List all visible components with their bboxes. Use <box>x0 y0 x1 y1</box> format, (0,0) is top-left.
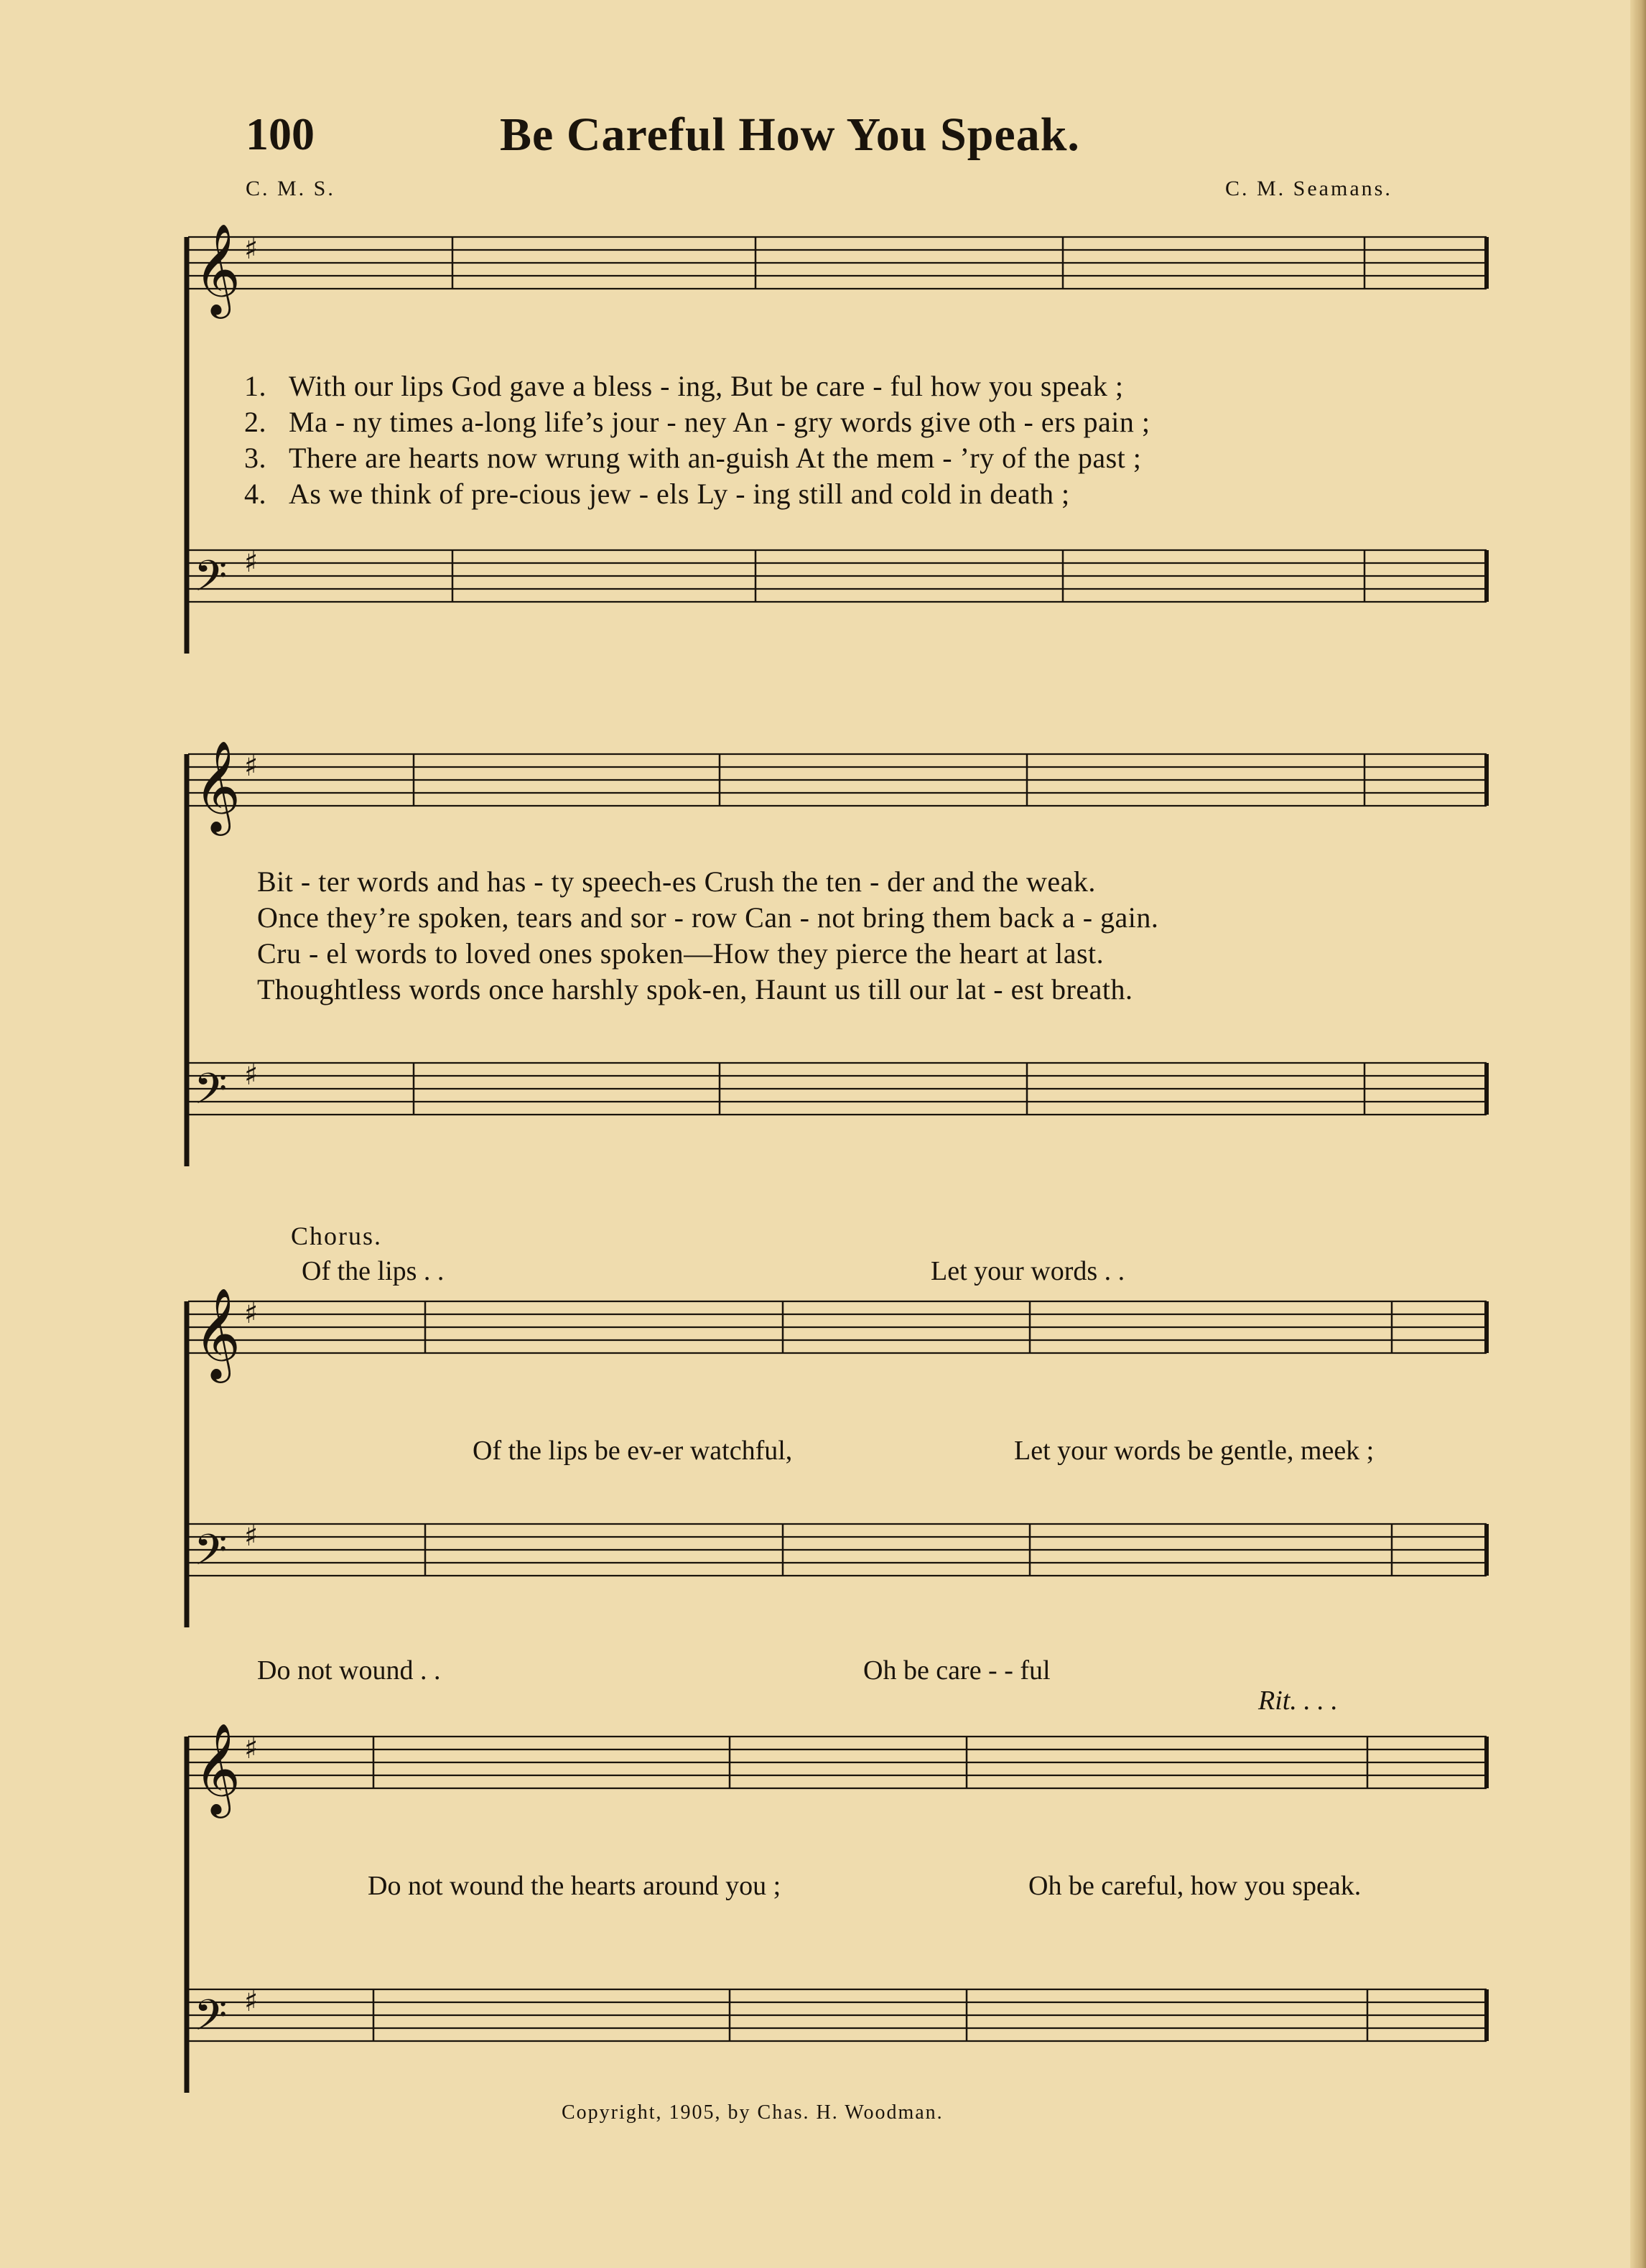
verse-line-3: 3. There are hearts now wrung with an-guish At the mem - ’ry of the past ; <box>244 442 1142 474</box>
verse-line-1: 1. With our lips God gave a bless - ing, But be care - ful how you speak ; <box>244 370 1124 402</box>
sharp-key-signature: ♯ <box>244 1732 259 1765</box>
meter-label: C. M. S. <box>246 177 335 200</box>
sharp-key-signature: ♯ <box>244 546 259 579</box>
chorus-bass-line-1: Of the lips be ev-er watchful, <box>473 1436 793 1466</box>
verse-line-2: 2. Ma - ny times a-long life’s jour - ney An - gry words give oth - ers pain ; <box>244 406 1150 438</box>
sharp-key-signature: ♯ <box>244 1520 259 1553</box>
treble-clef: 𝄞 <box>194 740 241 832</box>
chorus-cue-2b: Oh be care - - ful <box>863 1655 1051 1686</box>
hymn-number: 100 <box>246 108 315 159</box>
sharp-key-signature: ♯ <box>244 1297 259 1330</box>
composer-label: C. M. Seamans. <box>1225 177 1392 200</box>
bass-clef: 𝄢 <box>194 1990 228 2050</box>
verse2-line-2: Once they’re spoken, tears and sor - row Can - not bring them back a - gain. <box>257 901 1159 934</box>
chorus-cue-1b: Let your words . . <box>931 1256 1125 1286</box>
verse2-line-4: Thoughtless words once harshly spok-en, Haunt us till our lat - est breath. <box>257 973 1133 1005</box>
chorus-bass-line-2: Do not wound the hearts around you ; <box>368 1871 781 1901</box>
bass-clef: 𝄢 <box>194 1064 228 1124</box>
treble-clef: 𝄞 <box>194 1722 241 1814</box>
verse2-line-1: Bit - ter words and has - ty speech-es Crush the ten - der and the weak. <box>257 865 1096 898</box>
sharp-key-signature: ♯ <box>244 1985 259 2018</box>
treble-clef: 𝄞 <box>194 223 241 315</box>
bass-clef: 𝄢 <box>194 551 228 611</box>
chorus-cue-1a: Of the lips . . <box>302 1256 445 1286</box>
sharp-key-signature: ♯ <box>244 233 259 266</box>
sharp-key-signature: ♯ <box>244 750 259 783</box>
hymn-title: Be Careful How You Speak. <box>500 108 1080 161</box>
sharp-key-signature: ♯ <box>244 1059 259 1092</box>
copyright-notice: Copyright, 1905, by Chas. H. Woodman. <box>562 2101 944 2124</box>
verse2-line-3: Cru - el words to loved ones spoken—How they pierce the heart at last. <box>257 937 1105 970</box>
treble-clef: 𝄞 <box>194 1287 241 1379</box>
chorus-bass-line-1b: Let your words be gentle, meek ; <box>1014 1436 1375 1466</box>
ritardando-marking: Rit. . . . <box>1258 1686 1338 1716</box>
chorus-bass-line-2b: Oh be careful, how you speak. <box>1028 1871 1362 1901</box>
verse-line-4: 4. As we think of pre-cious jew - els Ly - ing still and cold in death ; <box>244 478 1070 510</box>
chorus-cue-2a: Do not wound . . <box>257 1655 441 1686</box>
chorus-label: Chorus. <box>291 1222 383 1250</box>
bass-clef: 𝄢 <box>194 1525 228 1585</box>
